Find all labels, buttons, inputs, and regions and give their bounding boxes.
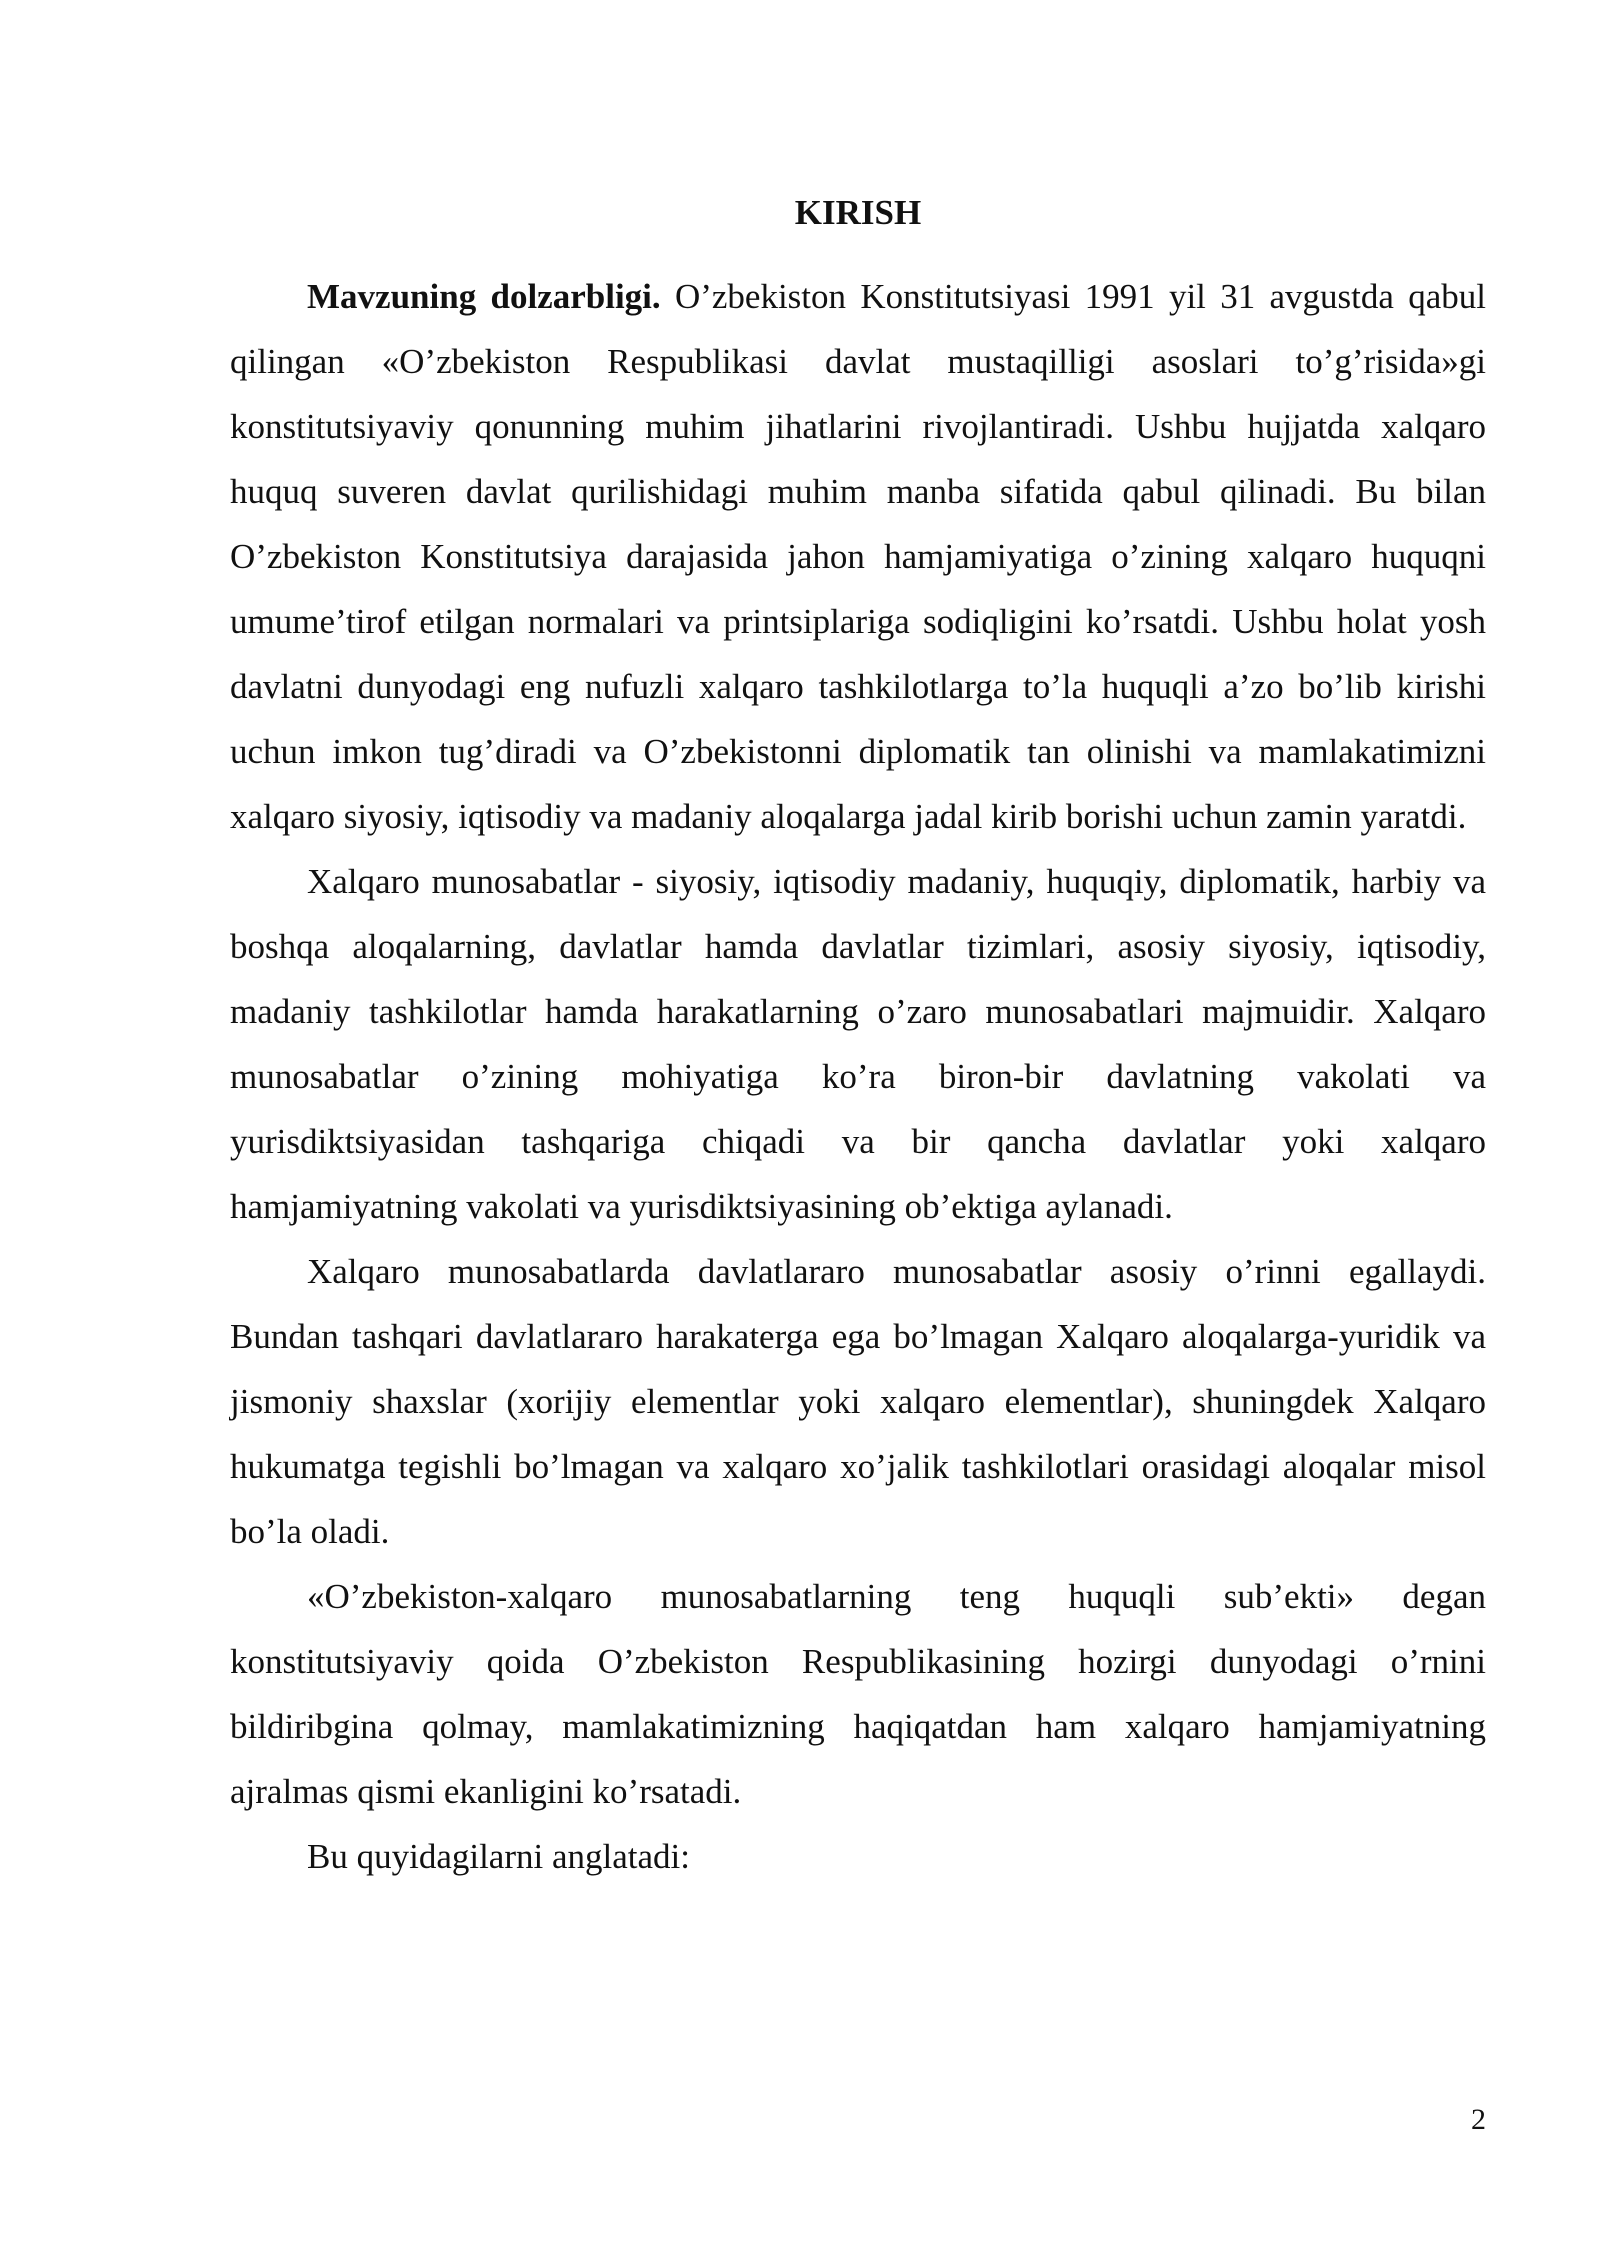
paragraph-relevance — [230, 264, 1486, 849]
paragraph-text: O’zbekiston Konstitutsiyasi 1991 yil 31 avgustda qabul qilingan «O’zbekiston Respublikasi davlat mustaqilligi asoslari to’g’risida»gi konstitutsiyaviy qonunning muhim jihatlarini rivojlantiradi. Ushbu hujjatda xalqaro huquq suveren davlat qurilishidagi muhim manba sifatida qabul qilinadi. Bu bilan O’zbekiston Konstitutsiya darajasida jahon hamjamiyatiga o’zining xalqaro huquqni umume’tirof etilgan normalari va printsiplariga sodiqligini ko’rsatdi. Ushbu holat yosh davlatni dunyodagi eng nufuzli xalqaro tashkilotlarga to’la huquqli a’zo bo’lib kirishi uchun imkon tug’diradi va O’zbekistonni diplomatik tan olinishi va mamlakatimizni xalqaro siyosiy, iqtisodiy va madaniy aloqalarga jadal kirib borishi uchun zamin yaratdi. — [230, 277, 1486, 836]
paragraph-lead: Mavzuning dolzarbligi. — [307, 277, 661, 316]
page-title: KIRISH — [794, 193, 922, 232]
paragraph-international-relations: Xalqaro munosabatlar - siyosiy, iqtisodiy madaniy, huquqiy, diplomatik, harbiy va boshqa aloqalarning, davlatlar hamda davlatlar tizimlari, asosiy siyosiy, iqtisodiy, madaniy tashkilotlar hamda harakatlarning o’zaro munosabatlari majmuidir. Xalqaro munosabatlar o’zining mohiyatiga ko’ra biron-bir davlatning vakolati va yurisdiktsiyasidan tashqariga chiqadi va bir qancha davlatlar yoki xalqaro hamjamiyatning vakolati va yurisdiktsiyasining ob’ektiga aylanadi. — [230, 862, 1486, 1226]
paragraph-list-intro: Bu quyidagilarni anglatadi: — [307, 1837, 690, 1876]
paragraph-constitutional-rule: «O’zbekiston-xalqaro munosabatlarning teng huquqli sub’ekti» degan konstitutsiyaviy qoida O’zbekiston Respublikasining hozirgi dunyodagi o’rnini bildiribgina qolmay, mamlakatimizning haqiqatdan ham xalqaro hamjamiyatning ajralmas qismi ekanligini ko’rsatadi. — [230, 1577, 1486, 1811]
page-number: 2 — [1471, 2103, 1486, 2136]
body-text — [230, 264, 1486, 1889]
paragraph-interstate-relations: Xalqaro munosabatlarda davlatlararo munosabatlar asosiy o’rinni egallaydi. Bundan tashqari davlatlararo harakaterga ega bo’lmagan Xalqaro aloqalarga-yuridik va jismoniy shaxslar (xorijiy elementlar yoki xalqaro elementlar), shuningdek Xalqaro hukumatga tegishli bo’lmagan va xalqaro xo’jalik tashkilotlari orasidagi aloqalar misol bo’la oladi. — [230, 1252, 1486, 1551]
